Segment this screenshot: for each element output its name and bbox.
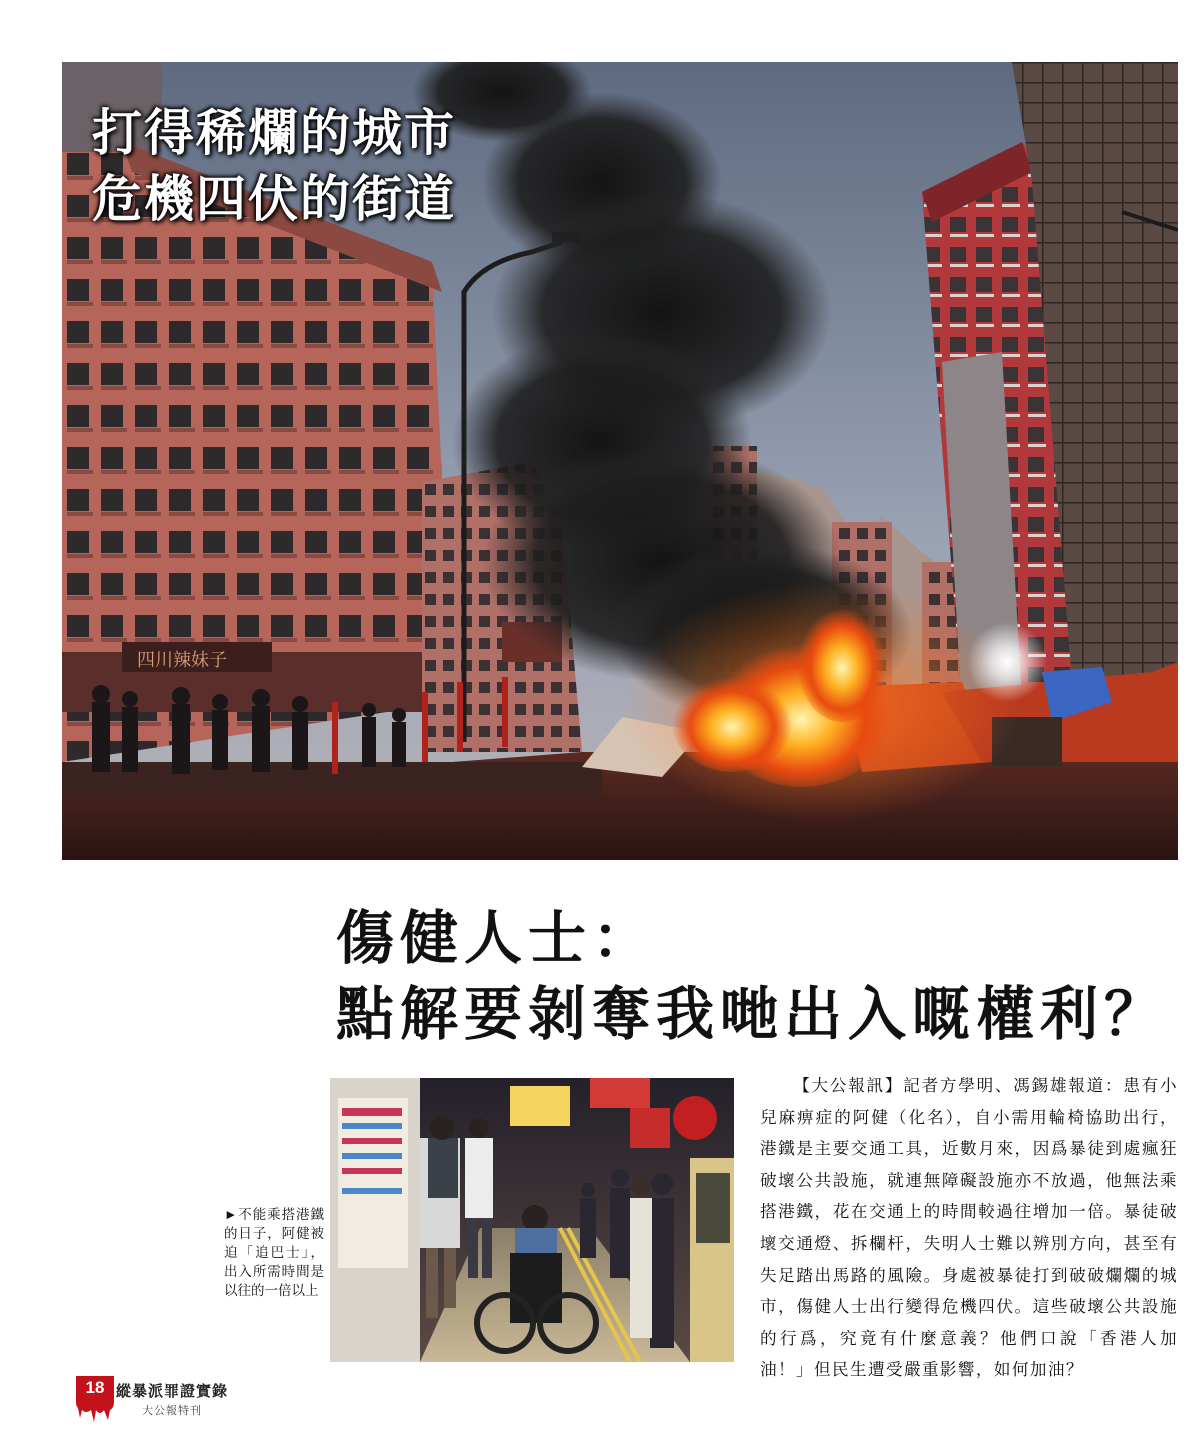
headline-line-2: 點解要剝奪我哋出入嘅權利？: [336, 980, 1169, 1048]
page-number: 18: [85, 1378, 105, 1397]
hero-title-line-2: 危機四伏的街道: [92, 169, 456, 228]
hero-photo: [62, 62, 1178, 860]
inset-photo: [330, 1078, 734, 1362]
hero-title-line-1: 打得稀爛的城市: [92, 103, 456, 162]
article-body: [760, 1070, 1178, 1386]
wheelchair-street-scene: [330, 1078, 734, 1362]
headline-line-1: 傷健人士：: [336, 904, 657, 972]
series-title: 縱暴派罪證實錄: [116, 1383, 229, 1400]
hero-title: [92, 100, 456, 232]
shop-sign: 四川辣妹子: [137, 650, 227, 671]
article-headline: [336, 900, 1168, 1052]
publisher-name: 大公報特刊: [142, 1405, 202, 1417]
article-paragraph: 【大公報訊】記者方學明、馮錫雄報道：患有小兒麻痹症的阿健（化名），自小需用輪椅協助出行，港鐵是主要交通工具，近數月來，因爲暴徒到處瘋狂破壞公共設施，就連無障礙設施亦不放過，他無法乘搭港鐵，花在交通上的時間較過往增加一倍。暴徒破壞交通燈、拆欄杆，失明人士難以辨別方向，甚至有失足踏出馬路的風險。身處被暴徒打到破破爛爛的城市，傷健人士出行變得危機四伏。這些破壞公共設施的行爲，究竟有什麼意義？他們口說「香港人加油！」但民生遭受嚴重影響，如何加油？: [760, 1076, 1178, 1380]
photo-caption: ►不能乘搭港鐵的日子，阿健被迫「追巴士」，出入所需時間是以往的一倍以上: [224, 1207, 324, 1298]
